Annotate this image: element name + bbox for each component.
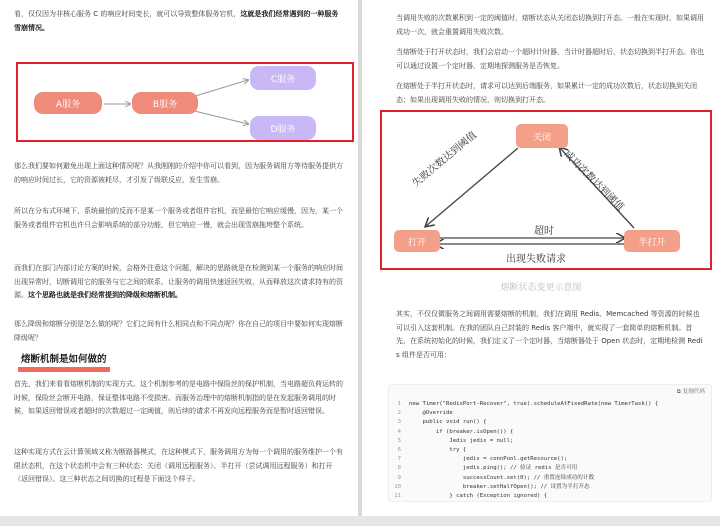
copy-code-button[interactable] [677, 387, 705, 396]
line-number: 7 [397, 456, 401, 463]
line-number: 5 [397, 437, 401, 444]
service-c-node [250, 66, 316, 90]
bottom-strip [0, 516, 720, 526]
service-d-label: D服务 [270, 124, 296, 135]
copy-code-label: 复制代码 [682, 389, 705, 395]
left-paragraph-6: 这种实现方式在云计算领域又称为断路器模式，在这种模式下，服务调用方为每一个调用的服务维护一个有限状态机，在这个状态机中会有三种状态：关闭（调用远程服务）、半打开（尝试调用远程服务）和打开（返回错误）。这三种状态之间切换的过程是下面这个样子。 [14, 448, 343, 483]
line-number: 8 [397, 465, 401, 472]
line-number: 10 [394, 483, 401, 490]
line-number: 6 [397, 447, 401, 453]
right-paragraph-1: 当熔断处于打开状态时，我们会启动一个超时计时器，当计时器超时后，状态切换到半打开态。你也可以通过设置一个定时器，定期地探测服务是否恢复。 [396, 48, 704, 70]
state-closed-node [516, 124, 568, 148]
code-block [388, 384, 712, 502]
service-a-label: A服务 [55, 99, 81, 110]
code-text: successCount.set(0); // 重置连续成功的计数 [409, 474, 595, 481]
right-paragraph-3: 其实，不仅仅微服务之间调用需要熔断的机制，我们在调用 Redis、Memcached 等资源的时候也可以引入这套机制。在我的团队自己封装的 Redis 客户端中，就实现了一套简单的熔断机制。首先，在系统初始化的时候，我们定义了一个定时器，当熔断器处于 Open 状态时，定期地检测 Redis 组件是否可用： [396, 310, 703, 359]
left-paragraph-2: 所以在分布式环境下，系统最怕的反而不是某一个服务或者组件宕机，而是最怕它响应缓慢，因为，某一个服务或者组件宕机也许只会影响系统的部分功能，但它响应一慢，就会出现雪崩拖垮整个系统。 [14, 207, 343, 229]
code-text: jedis = connPool.getResource(); [409, 456, 568, 463]
code-text: new Timer("RedisPort-Recover", true).scheduleAtFixedRate(new TimerTask() { [409, 401, 659, 407]
line-number: 4 [397, 428, 401, 435]
timeout-label: 超时 [534, 226, 554, 237]
left-p0-text: 看，仅仅因为非核心服务 C 的响应时间变长，就可以导致整体服务宕机， [14, 10, 241, 18]
copy-icon: ⧉ [676, 389, 681, 395]
left-p3-text: 而我们在部门内部讨论方案的时候，会格外注意这个问题，解决的思路就是在检测到某一个服务的响应时间出现异常时，切断调用它的服务与它之间的联系，让服务的调用快速返回失败，从而释放这次请求持有的资源。 [14, 264, 343, 299]
code-text: if (breaker.isOpen()) { [409, 428, 514, 435]
state-open-node [394, 230, 440, 252]
left-p0-bold: 这就是我们经常遇到的一种服务雪崩情况。 [14, 10, 339, 32]
line-number: 2 [397, 410, 401, 417]
state-half-open-node [624, 230, 680, 252]
code-line [389, 491, 709, 501]
right-paragraph-0: 当调用失败的次数累积到一定的阈值时，熔断状态从关闭态切换到打开态。一般在实现时，如果调用成功一次，就会重置调用失败次数。 [396, 14, 704, 36]
left-paragraph-4: 那么降级和熔断分别是怎么做的呢？它们之间有什么相同点和不同点呢？你在自己的项目中要如何实现熔断降级呢？ [14, 320, 343, 342]
code-text: breaker.setHalfOpen(); // 设置为半打开态 [409, 483, 590, 490]
code-text: @Override [409, 410, 453, 417]
code-text: jedis.ping(); // 验证 redis 是否可用 [409, 465, 578, 472]
fail-threshold-label: 失败次数达到阈值 [410, 129, 479, 190]
fail-request-label: 出现失败请求 [506, 254, 566, 265]
left-paragraph-0 [14, 8, 344, 35]
left-paragraph-1: 那么我们要如何避免出现上面这种情况呢？从我刚刚的介绍中你可以看到，因为服务调用方等待服务提供方的响应时间过长，它的资源被耗尽，才引发了级联反应，发生雪崩。 [14, 162, 343, 184]
left-page [0, 0, 358, 516]
left-p3-bold: 这个思路也就是我们经常提到的降级和熔断机制。 [28, 291, 182, 299]
section-heading: 熔断机制是如何做的 [18, 353, 110, 372]
service-b-node [132, 92, 198, 114]
service-b-label: B服务 [152, 99, 178, 110]
service-a-node [34, 92, 102, 114]
left-paragraph-5: 首先，我们来看看熔断机制的实现方式。这个机制参考的是电路中保险丝的保护机制，当电路超负荷运转的时候，保险丝会断开电路，保证整体电路不受损害。而服务治理中的熔断机制指的是在发起服务调用的时候，如果返回错误或者超时的次数超过一定阈值，则后续的请求不再发向远程服务而是暂时返回错误。 [14, 380, 343, 415]
diagram-caption: 熔断状态变更示意图 [500, 283, 582, 293]
state-half-open-label: 半打开 [638, 237, 666, 248]
code-text: try { [409, 447, 467, 453]
line-number: 1 [397, 401, 401, 407]
line-number: 9 [397, 474, 401, 481]
line-number: 11 [394, 493, 401, 499]
code-text: Jedis jedis = null; [409, 437, 514, 444]
code-text: } catch (Exception ignored) { [409, 493, 548, 499]
left-paragraph-3 [14, 262, 344, 303]
right-paragraph-2: 在熔断处于半打开状态时，请求可以达到后端服务，如果累计一定的成功次数后，状态切换到关闭态；如果出现调用失败的情况，则切换到打开态。 [396, 82, 697, 104]
service-d-node [250, 116, 316, 140]
line-number: 3 [397, 419, 401, 426]
success-threshold-label: 成功次数达到阈值 [561, 148, 626, 214]
code-text: public void run() { [409, 419, 487, 426]
state-closed-label: 关闭 [532, 132, 551, 143]
state-open-label: 打开 [407, 237, 426, 248]
service-c-label: C服务 [270, 74, 296, 85]
